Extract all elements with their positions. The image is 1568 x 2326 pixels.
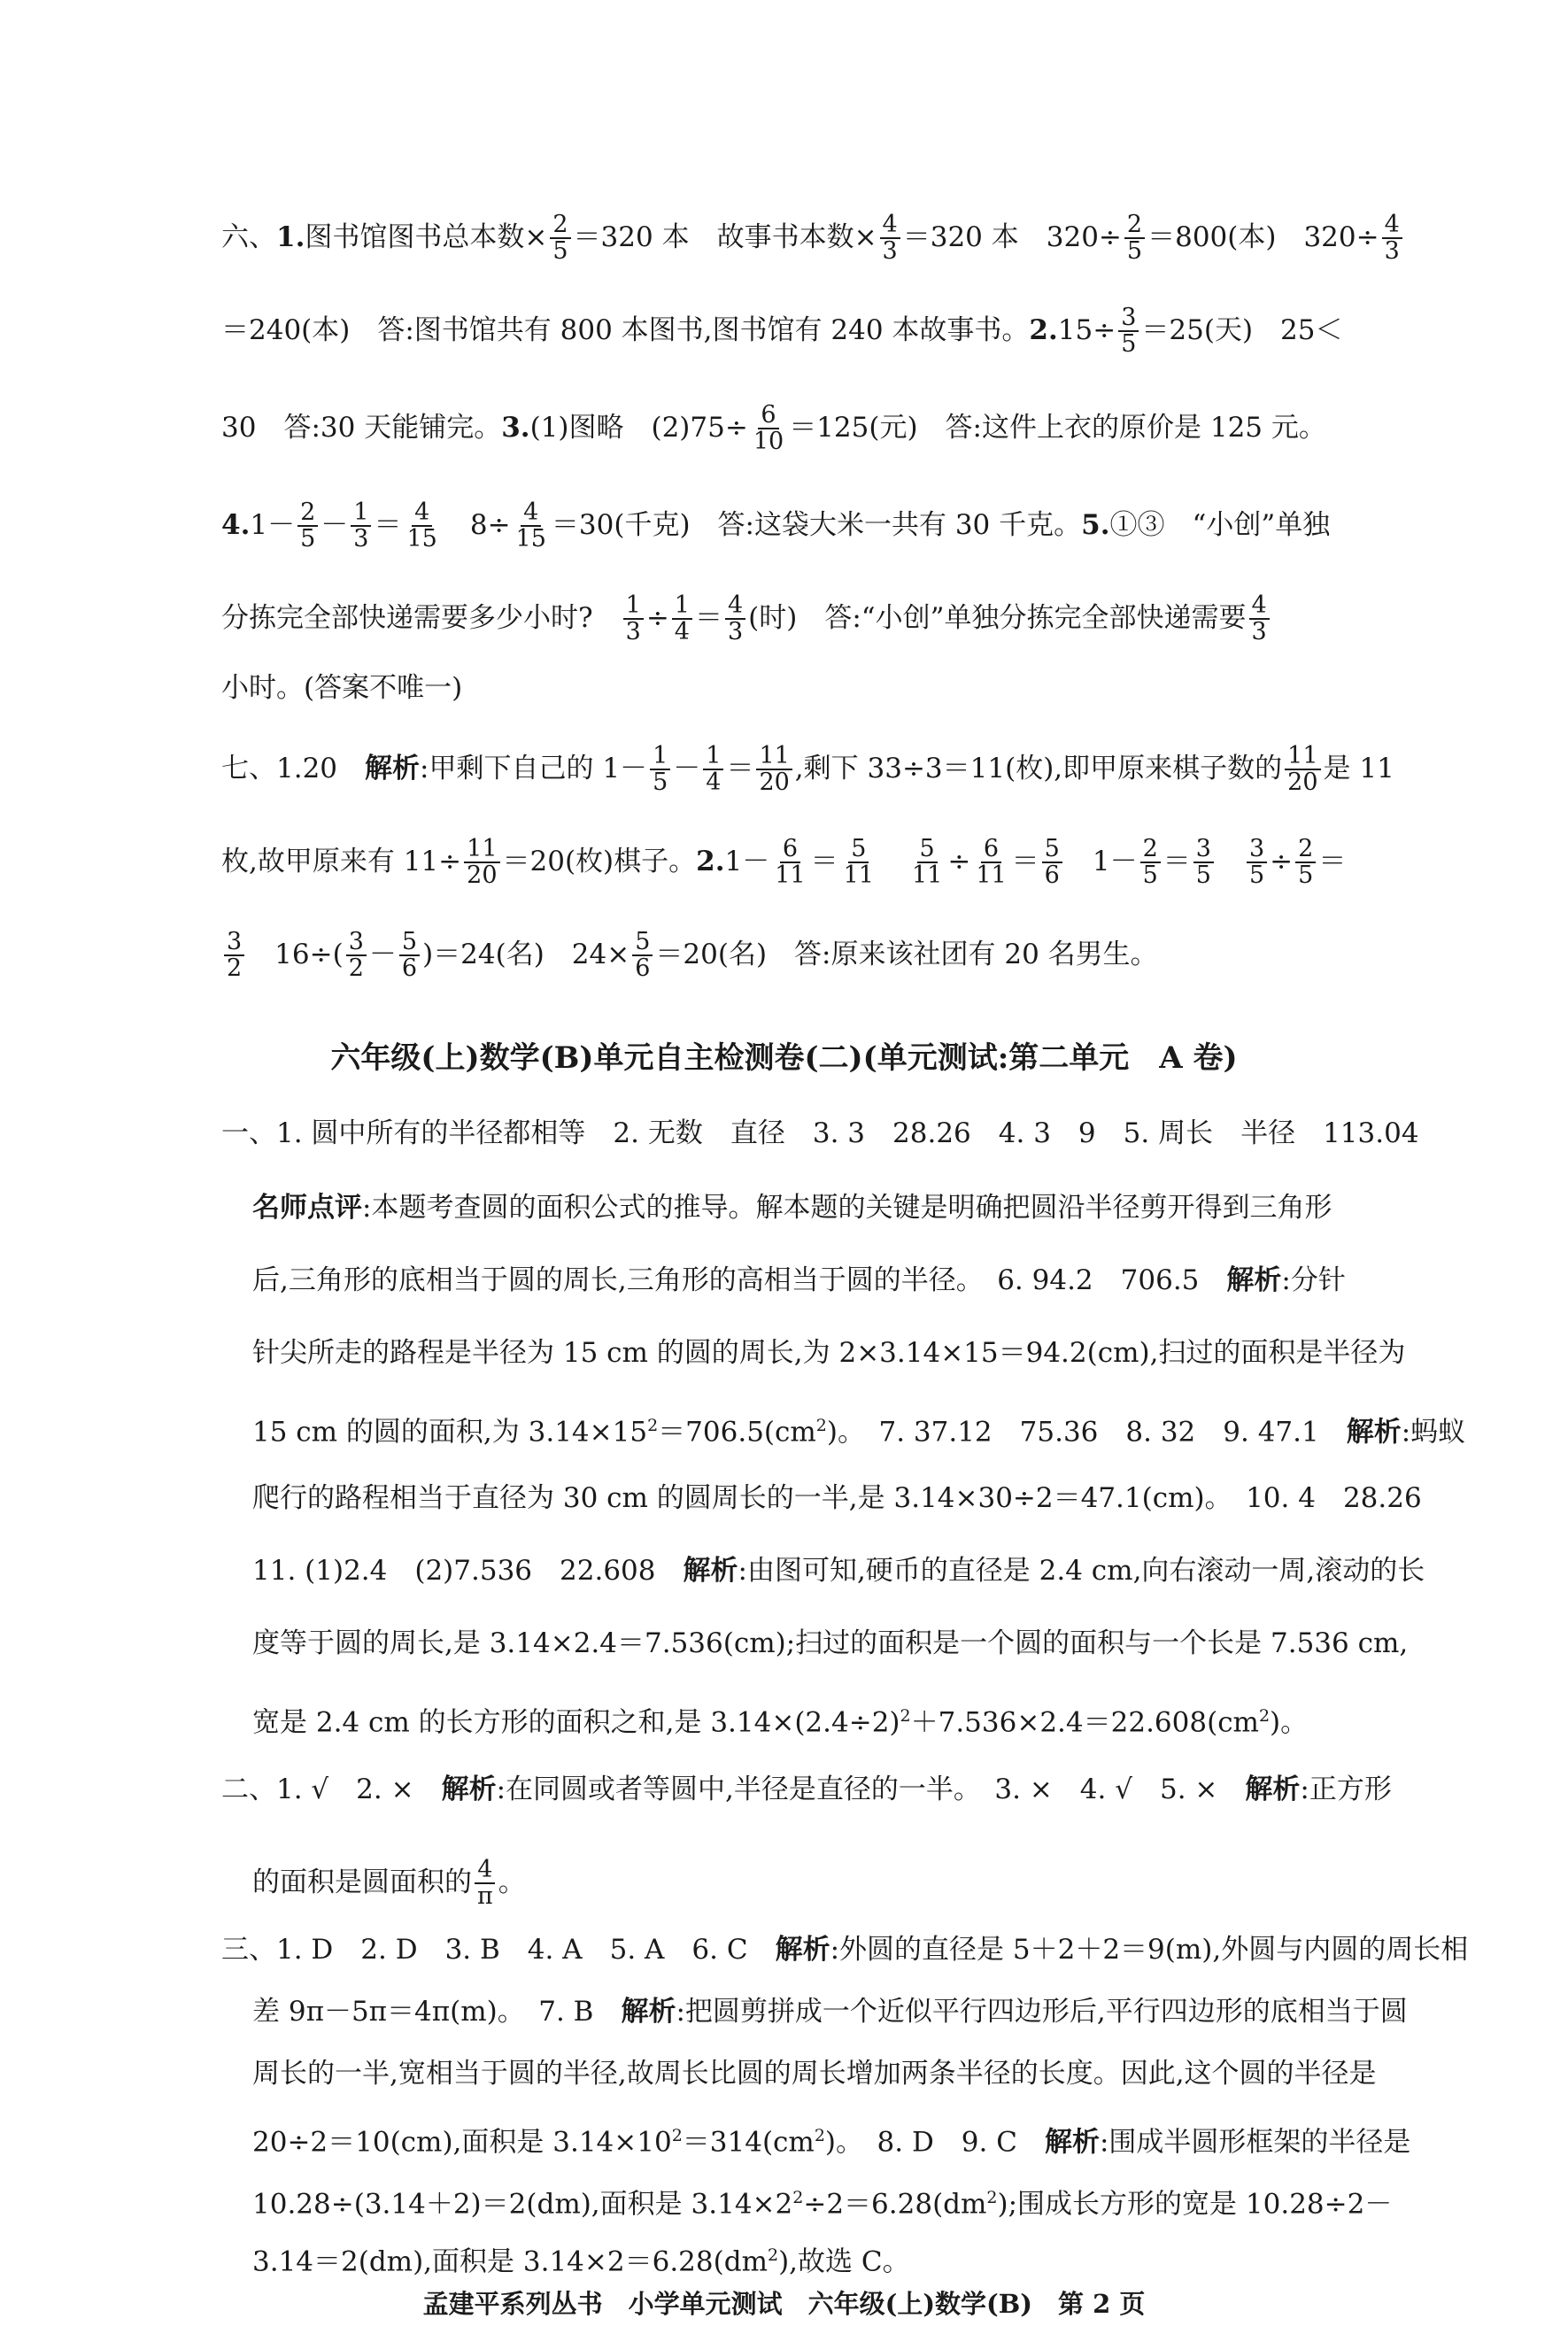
fraction: $\frac{4}{15}$ — [406, 498, 437, 553]
fraction: $\frac{5}{11}$ — [911, 835, 943, 890]
fraction: $\frac{1}{5}$ — [650, 744, 670, 796]
fraction: $\frac{2}{5}$ — [550, 213, 570, 265]
fraction: $\frac{4}{3}$ — [725, 593, 745, 645]
fraction: $\frac{1}{4}$ — [672, 593, 692, 645]
text-line: 一、1. 圆中所有的半径都相等 2. 无数 直径 3. 3 28.26 4. 3 9 5. 周长 半径 113.04 — [221, 1117, 1419, 1149]
fraction: $\frac{4}{15}$ — [515, 498, 546, 553]
fraction: $\frac{3}{2}$ — [224, 930, 244, 982]
fraction: $\frac{11}{20}$ — [756, 744, 792, 796]
fraction: $\frac{2}{5}$ — [1295, 837, 1316, 889]
text-line: 10.28÷(3.14＋2)＝2(dm),面积是 $3.14\times 2^2\div 2=6.28(dm^2)$;围成长方形的宽是 10.28÷2－ — [252, 2188, 1393, 2221]
text-line: 爬行的路程相当于直径为 30 cm 的圆周长的一半,是 3.14×30÷2＝47.1(cm)。 10. 4 28.26 — [252, 1482, 1422, 1514]
text-line: 六、1.图书馆图书总本数× $\frac{2}{5}$ ＝320 本 故事书本数× $\frac{4}{3}$ ＝320 本 320÷ $\frac{2}{5}$ ＝800(本) 320÷ $\frac{4}{3}$ — [221, 213, 1488, 265]
text-line: 七、1.20 解析:甲剩下自己的 1－ $\frac{1}{5}$ － $\frac{1}{4}$ ＝ $\frac{11}{20}$ ,剩下 33÷3＝11(枚),即甲原来棋子数的 $\frac{11}{20}$ 是 11 — [221, 742, 1394, 797]
text-line: 宽是 2.4 cm 的长方形的面积之和,是 $3.14\times(2.4\div 2)^2+7.536\times 2.4=22.608(cm^2)$。 — [252, 1706, 1309, 1739]
text-line: 分拣完全部快递需要多少小时? $\frac{1}{3}$ ÷ $\frac{1}{4}$ ＝ $\frac{4}{3}$ (时) 答:“小创”单独分拣完全部快递需要 $\frac{4}{3}$ — [221, 593, 1488, 645]
text-line: 差 9π－5π＝4π(m)。 7. B 解析:把圆剪拼成一个近似平行四边形后,平行四边形的底相当于圆 — [252, 1996, 1408, 2028]
text-line: 的面积是圆面积的 $\frac{4}{\pi}$ 。 — [252, 1856, 526, 1911]
fraction: $\frac{6}{11}$ — [775, 835, 806, 890]
fraction: $\frac{5}{6}$ — [399, 930, 420, 982]
text-line: 三、1. D 2. D 3. B 4. A 5. A 6. C 解析:外圆的直径是 5＋2＋2＝9(m),外圆与内圆的周长相 — [221, 1934, 1469, 1966]
fraction: $\frac{3}{5}$ — [1247, 837, 1267, 889]
fraction: $\frac{4}{3}$ — [1382, 213, 1402, 265]
fraction: $\frac{4}{3}$ — [1249, 593, 1270, 645]
text-line: 名师点评:本题考查圆的面积公式的推导。解本题的关键是明确把圆沿半径剪开得到三角形 — [252, 1192, 1332, 1224]
text-line: 15 cm 的圆的面积,为 $3.14\times 15^2=706.5(cm^2)$。 7. 37.12 75.36 8. 32 9. 47.1 解析:蚂蚁 — [252, 1416, 1466, 1449]
fraction: $\frac{5}{11}$ — [843, 835, 874, 890]
text-line: 20÷2＝10(cm),面积是 $3.14\times 10^2=314(cm^2)$。 8. D 9. C 解析:围成半圆形框架的半径是 — [252, 2126, 1411, 2159]
text-line: 3.14＝2(dm),面积是 $3.14\times 2=6.28(dm^2)$,故选 C。 — [252, 2245, 910, 2278]
fraction: $\frac{11}{20}$ — [1285, 744, 1320, 796]
text-line: 后,三角形的底相当于圆的周长,三角形的高相当于圆的半径。 6. 94.2 706.5 解析:分针 — [252, 1264, 1346, 1296]
fraction: $\frac{2}{5}$ — [297, 500, 318, 553]
fraction: $\frac{6}{11}$ — [976, 835, 1007, 890]
fraction: $\frac{11}{20}$ — [464, 837, 499, 889]
page-footer: 孟建平系列丛书 小学单元测试 六年级(上)数学(B) 第 2 页 — [422, 2289, 1146, 2319]
text-line: ＝240(本) 答:图书馆共有 800 本图书,图书馆有 240 本故事书。2.15÷ $\frac{3}{5}$ ＝25(天) 25＜ — [221, 304, 1343, 359]
fraction: $\frac{1}{3}$ — [623, 593, 644, 645]
text-line: 二、1. √ 2. × 解析:在同圆或者等圆中,半径是直径的一半。 3. × 4. √ 5. × 解析:正方形 — [221, 1773, 1392, 1805]
fraction: $\frac{6}{10}$ — [753, 401, 784, 456]
fraction: $\frac{3}{5}$ — [1118, 305, 1139, 358]
fraction: $\frac{1}{3}$ — [351, 500, 371, 553]
text-line: 针尖所走的路程是半径为 15 cm 的圆的周长,为 2×3.14×15＝94.2(cm),扫过的面积是半径为 — [252, 1337, 1406, 1369]
section-title: 六年级(上)数学(B)单元自主检测卷(二)(单元测试:第二单元 A 卷) — [330, 1040, 1238, 1076]
fraction: $\frac{2}{5}$ — [1124, 213, 1145, 265]
fraction: $\frac{2}{5}$ — [1140, 837, 1161, 889]
fraction: $\frac{4}{\pi}$ — [475, 1858, 496, 1910]
text-line: 4.1－ $\frac{2}{5}$ － $\frac{1}{3}$ ＝ $\frac{4}{15}$ 8÷ $\frac{4}{15}$ ＝30(千克) 答:这袋大米一共有 30 千克。5.①③ “小创”单独 — [221, 498, 1331, 553]
text-line: 度等于圆的周长,是 3.14×2.4＝7.536(cm);扫过的面积是一个圆的面积与一个长是 7.536 cm, — [252, 1627, 1409, 1659]
text-line: 30 答:30 天能铺完。3.(1)图略 (2)75÷ $\frac{6}{10}$ ＝125(元) 答:这件上衣的原价是 125 元。 — [221, 401, 1326, 456]
fraction: $\frac{5}{6}$ — [632, 930, 653, 982]
text-line: 周长的一半,宽相当于圆的半径,故周长比圆的周长增加两条半径的长度。因此,这个圆的半径是 — [252, 2058, 1377, 2090]
text-line: 11. (1)2.4 (2)7.536 22.608 解析:由图可知,硬币的直径是 2.4 cm,向右滚动一周,滚动的长 — [252, 1555, 1425, 1587]
fraction: $\frac{3}{2}$ — [346, 930, 367, 982]
text-line: 小时。(答案不唯一) — [221, 672, 463, 704]
fraction: $\frac{3}{5}$ — [1193, 837, 1214, 889]
fraction: $\frac{1}{4}$ — [703, 744, 723, 796]
fraction: $\frac{4}{3}$ — [880, 213, 900, 265]
text-line: 枚,故甲原来有 11÷ $\frac{11}{20}$ ＝20(枚)棋子。2.1－ $\frac{6}{11}$ ＝ $\frac{5}{11}$ $\frac{5}{11}$ ÷ $\frac{6}{11}$ ＝ $\frac{5}{6}$ 1－ $\frac{2}{5}$ ＝ $\frac{3}{5}$ $\frac{3}{5}$ ÷ $\frac{2}{5}$ ＝ — [221, 835, 1347, 890]
text-line: $\frac{3}{2}$ 16÷( $\frac{3}{2}$ － $\frac{5}{6}$ )＝24(名) 24× $\frac{5}{6}$ ＝20(名) 答:原来该社团有 20 名男生。 — [221, 930, 1488, 982]
fraction: $\frac{5}{6}$ — [1042, 837, 1062, 889]
